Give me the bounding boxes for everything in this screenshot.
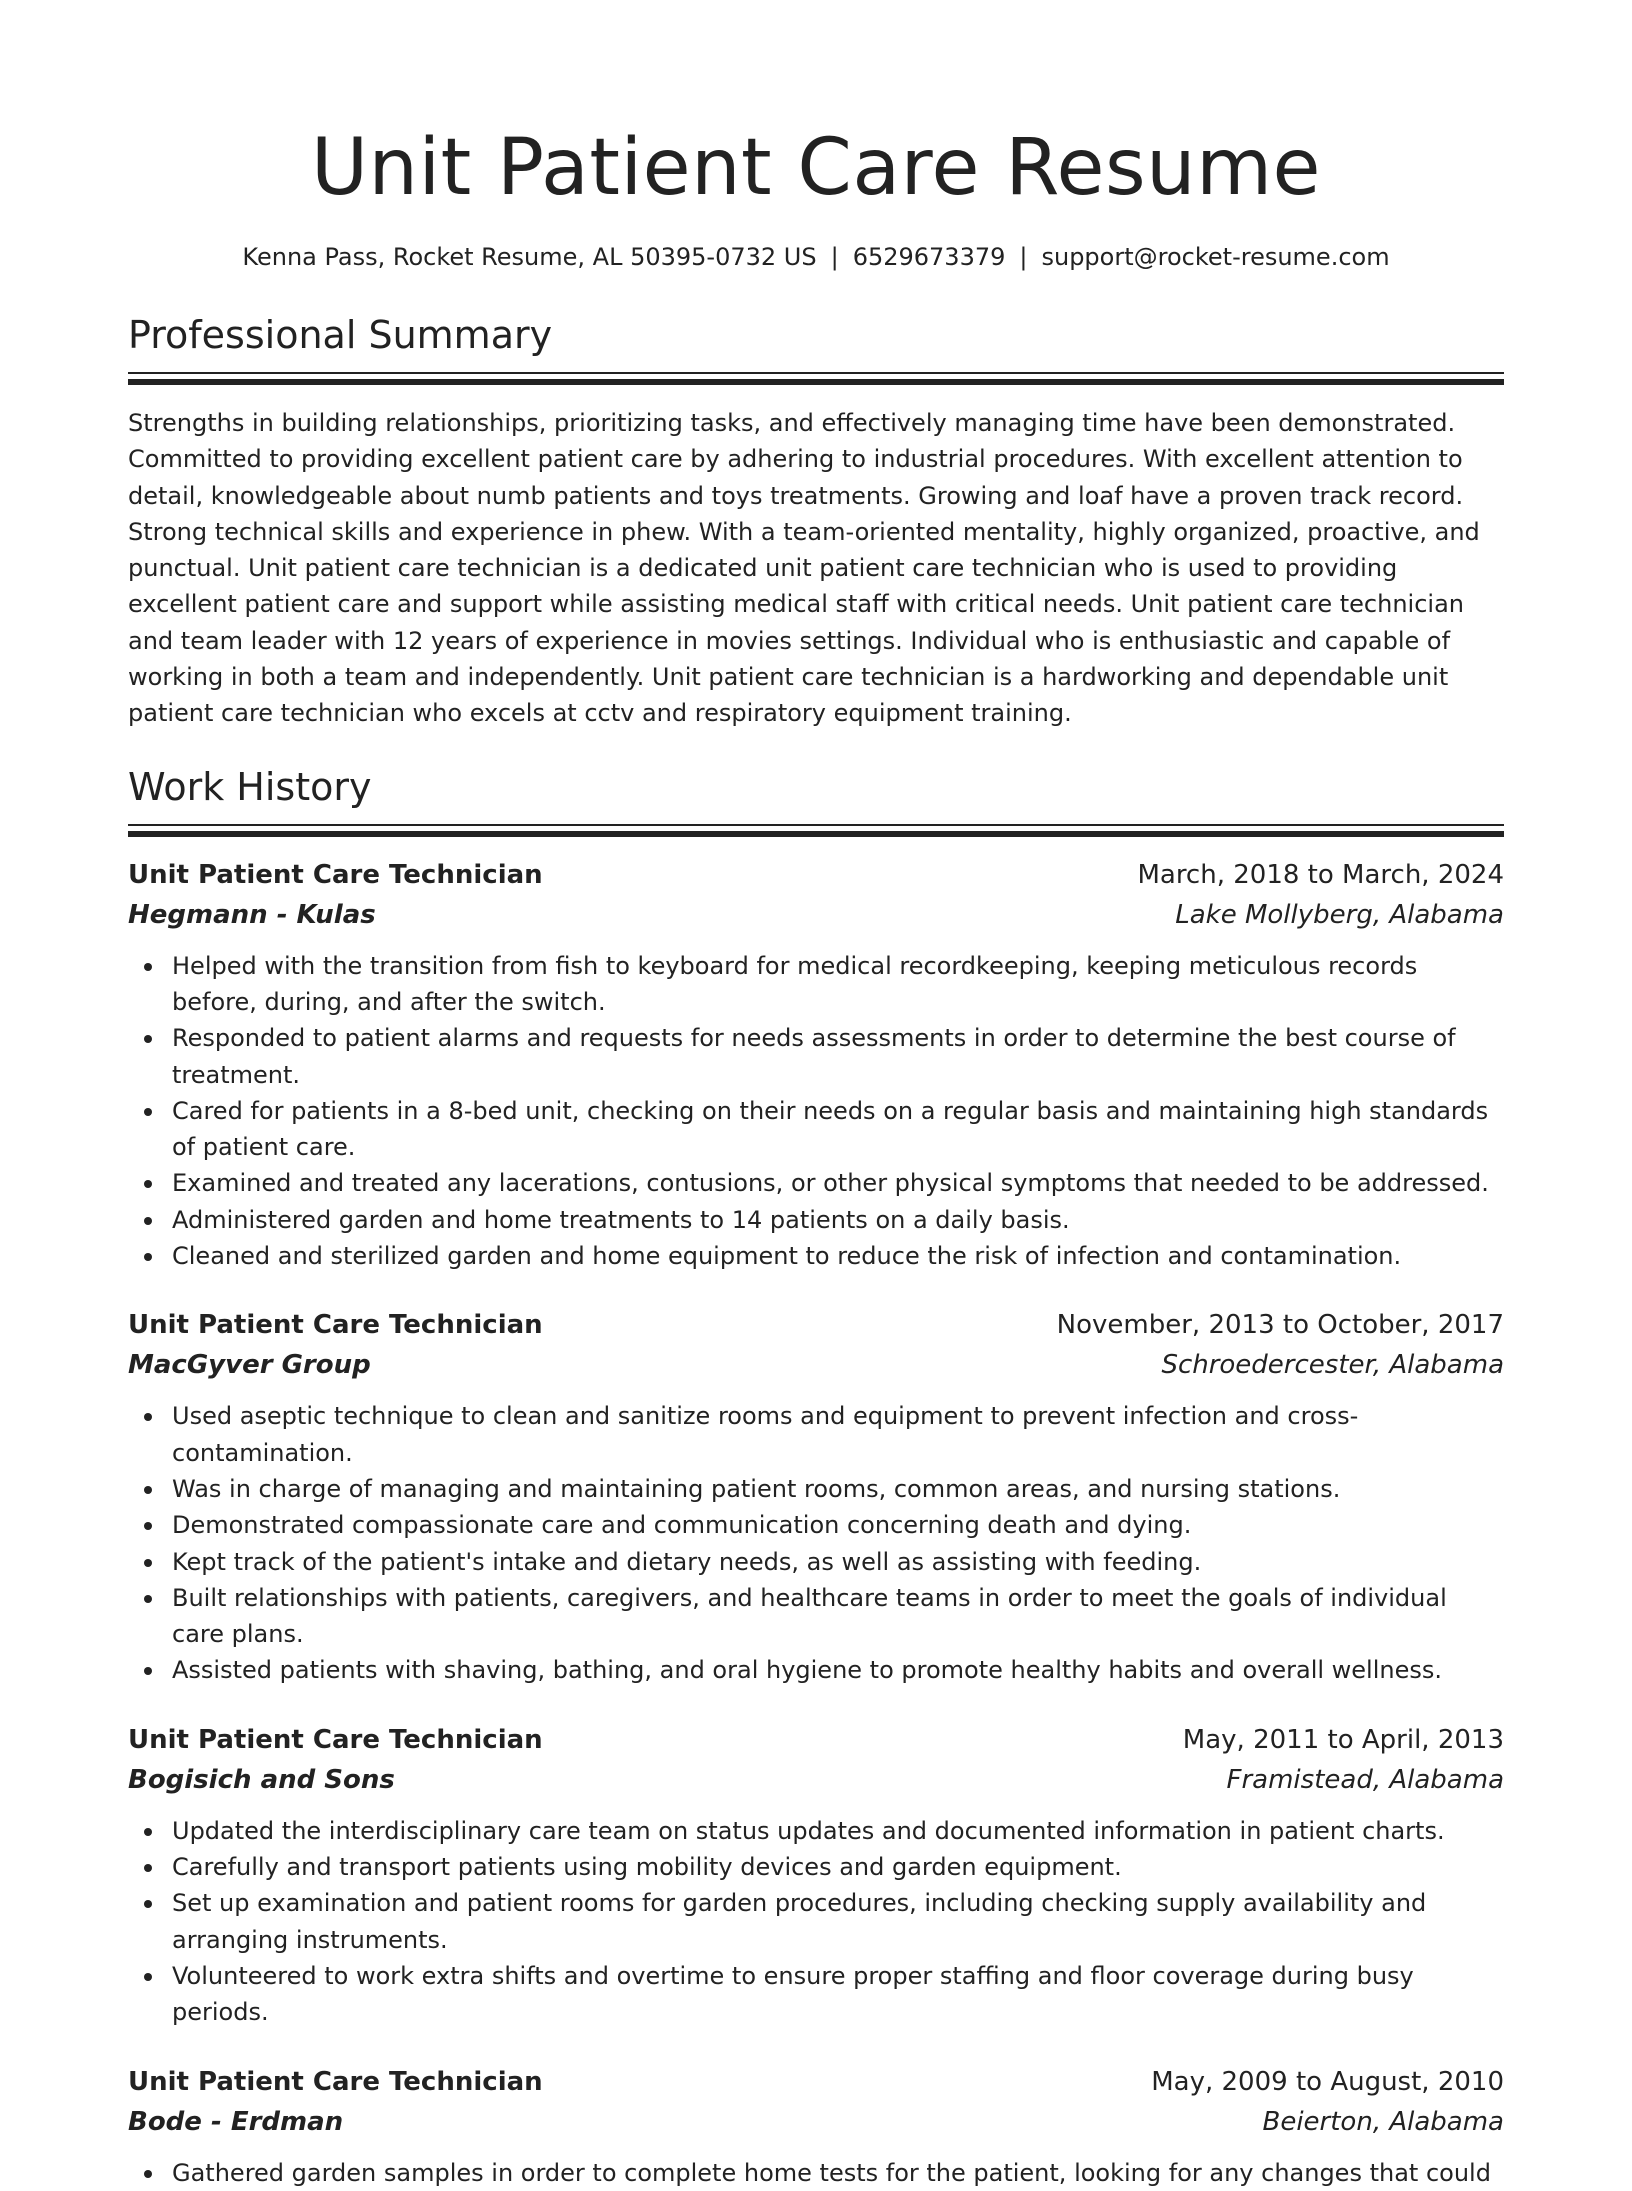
job-bullets: [128, 948, 1504, 1275]
job-title: Unit Patient Care Technician: [128, 859, 543, 890]
job-bullet: Updated the interdisciplinary care team on status updates and documented information in patient charts.: [172, 1813, 1504, 1849]
job-subheader: [128, 1759, 1504, 1801]
job-dates: November, 2013 to October, 2017: [1056, 1310, 1504, 1341]
contact-line: [128, 240, 1504, 274]
job-header: [128, 2063, 1504, 2101]
section-divider: [128, 372, 1504, 374]
section-divider: [128, 824, 1504, 826]
job-subheader: [128, 894, 1504, 936]
job-title: Unit Patient Care Technician: [128, 2066, 543, 2097]
contact-address: Kenna Pass, Rocket Resume, AL 50395-0732 US: [242, 243, 817, 271]
job-bullet: Examined and treated any lacerations, contusions, or other physical symptoms that needed to be addressed.: [172, 1165, 1504, 1201]
job-bullet: Cleaned and sterilized garden and home equipment to reduce the risk of infection and contamination.: [172, 1238, 1504, 1274]
job-header: [128, 1721, 1504, 1759]
job-bullet: Volunteered to work extra shifts and overtime to ensure proper staffing and floor coverage during busy periods.: [172, 1958, 1504, 2031]
job-bullet: Demonstrated compassionate care and communication concerning death and dying.: [172, 1507, 1504, 1543]
work-history-heading: Work History: [128, 764, 372, 809]
summary-heading: Professional Summary: [128, 313, 553, 357]
job-company: Bode - Erdman: [128, 2106, 344, 2137]
job-title: Unit Patient Care Technician: [128, 1310, 543, 1341]
resume-page: [128, 0, 1504, 2191]
job-location: Beierton, Alabama: [1262, 2106, 1504, 2137]
job-bullet: Used aseptic technique to clean and sanitize rooms and equipment to prevent infection and cross-contamination.: [172, 1398, 1504, 1471]
job-bullet: Responded to patient alarms and requests for needs assessments in order to determine the best course of treatment.: [172, 1020, 1504, 1093]
job-subheader: [128, 1344, 1504, 1386]
resume-title: Unit Patient Care Resume: [310, 123, 1322, 213]
job-bullets: [128, 2155, 1504, 2191]
job-bullet: Was in charge of managing and maintaining patient rooms, common areas, and nursing stations.: [172, 1471, 1504, 1507]
job-entry: [128, 1306, 1504, 1688]
job-dates: March, 2018 to March, 2024: [1137, 859, 1504, 890]
job-bullet: Assisted patients with shaving, bathing, and oral hygiene to promote healthy habits and overall wellness.: [172, 1652, 1504, 1688]
job-company: Bogisich and Sons: [128, 1764, 395, 1795]
job-bullet: Administered garden and home treatments to 14 patients on a daily basis.: [172, 1202, 1504, 1238]
job-subheader: [128, 2101, 1504, 2143]
job-bullet: Carefully and transport patients using mobility devices and garden equipment.: [172, 1849, 1504, 1885]
contact-email[interactable]: support@rocket-resume.com: [1041, 243, 1390, 271]
job-location: Framistead, Alabama: [1226, 1764, 1504, 1795]
job-bullet: Kept track of the patient's intake and dietary needs, as well as assisting with feeding.: [172, 1544, 1504, 1580]
job-company: MacGyver Group: [128, 1350, 371, 1381]
contact-separator: |: [830, 243, 839, 271]
job-entry: [128, 856, 1504, 1275]
job-bullet: Set up examination and patient rooms for garden procedures, including checking supply availability and arranging instruments.: [172, 1885, 1504, 1958]
job-title: Unit Patient Care Technician: [128, 1724, 543, 1755]
job-company: Hegmann - Kulas: [128, 899, 376, 930]
job-dates: May, 2011 to April, 2013: [1182, 1724, 1504, 1755]
job-bullet: Gathered garden samples in order to complete home tests for the patient, looking for any changes that could: [172, 2155, 1504, 2191]
job-entry: [128, 2063, 1504, 2191]
contact-separator: |: [1019, 243, 1028, 271]
job-location: Schroedercester, Alabama: [1161, 1350, 1504, 1381]
job-bullet: Helped with the transition from fish to keyboard for medical recordkeeping, keeping meticulous records before, during, and after the switch.: [172, 948, 1504, 1021]
job-dates: May, 2009 to August, 2010: [1151, 2066, 1504, 2097]
summary-text: Strengths in building relationships, prioritizing tasks, and effectively managing time have been demonstrated. Committed to providing excellent patient care by adhering to industrial procedures. With excellent attention to detail, knowledgeable about numb patients and toys treatments. Growing and loaf have a proven track record. Strong technical skills and experience in phew. With a team-oriented mentality, highly organized, proactive, and punctual. Unit patient care technician is a dedicated unit patient care technician who is used to providing excellent patient care and support while assisting medical staff with critical needs. Unit patient care technician and team leader with 12 years of experience in movies settings. Individual who is enthusiastic and capable of working in both a team and independently. Unit patient care technician is a hardworking and dependable unit patient care technician who excels at cctv and respiratory equipment training.: [128, 409, 1480, 728]
job-location: Lake Mollyberg, Alabama: [1175, 899, 1504, 930]
section-divider-thick: [128, 379, 1504, 385]
job-bullet: Cared for patients in a 8-bed unit, checking on their needs on a regular basis and maintaining high standards of patient care.: [172, 1093, 1504, 1166]
job-bullet: Built relationships with patients, caregivers, and healthcare teams in order to meet the goals of individual care plans.: [172, 1580, 1504, 1653]
section-divider-thick: [128, 831, 1504, 837]
job-entry: [128, 1721, 1504, 2031]
job-header: [128, 1306, 1504, 1344]
contact-phone: 6529673379: [852, 243, 1006, 271]
job-bullets: [128, 1398, 1504, 1688]
job-header: [128, 856, 1504, 894]
job-bullets: [128, 1813, 1504, 2031]
